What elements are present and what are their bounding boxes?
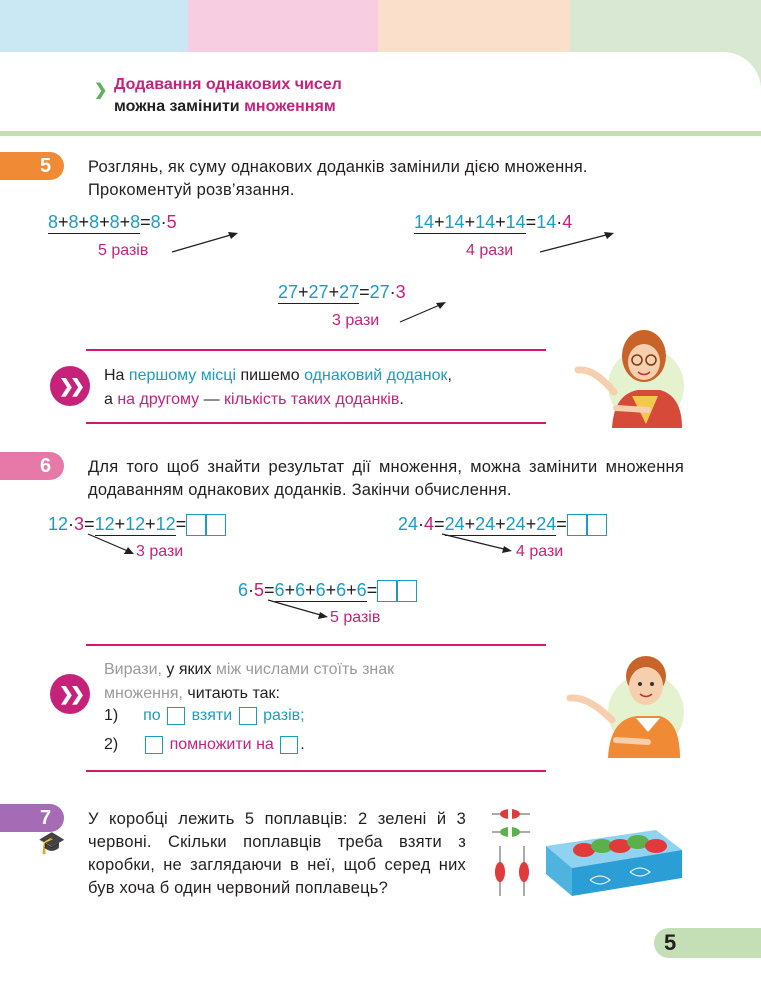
task5-number: 5 <box>40 155 52 177</box>
task7-text: У коробці лежить 5 поплавців: 2 зелені й 3 червоні. Скільки поплавців треба взяти з коробки, не заглядаючи в неї, щоб серед них був хоча б один червоний поплавець? <box>88 810 466 897</box>
header-line1: Додавання однакових чисел <box>114 76 342 93</box>
task6-ex1-arrow <box>86 532 138 558</box>
task5-ex3: 27+27+27=27·3 <box>278 282 406 302</box>
teacher-illustration <box>574 316 684 428</box>
note1-text: На першому місці пишемо однаковий доданок, а на другому — кількість таких доданків. <box>104 367 452 408</box>
task6-badge <box>0 452 64 480</box>
task5-badge <box>0 152 64 180</box>
task6-ex2-label: 4 рази <box>516 543 564 560</box>
graduation-cap-icon: 🎓 <box>38 830 66 855</box>
task5-ex3-arrow <box>398 298 450 326</box>
task5-ex1-arrow <box>170 228 242 256</box>
task6-ex2: 24·4=24+24+24+24= <box>398 514 607 536</box>
answer-box[interactable] <box>186 514 206 536</box>
task5-ex2: 14+14+14+14=14·4 <box>414 212 573 232</box>
note2-top-rule <box>86 644 546 646</box>
answer-box[interactable] <box>397 580 417 602</box>
note1-bottom-rule <box>86 422 546 424</box>
floats-box-illustration <box>490 806 690 898</box>
task6-number: 6 <box>40 455 52 477</box>
answer-box[interactable] <box>587 514 607 536</box>
task5-ex2-label: 4 рази <box>466 242 514 259</box>
task6-ex1: 12·3=12+12+12= <box>48 514 226 536</box>
task6-ex2-arrow <box>440 532 516 558</box>
answer-box[interactable] <box>567 514 587 536</box>
header-line2b: множенням <box>244 98 336 115</box>
task6-ex3: 6·5=6+6+6+6+6= <box>238 580 417 602</box>
header-arrow-icon: ❯ <box>94 82 108 99</box>
note1-top-rule <box>86 349 546 351</box>
note2-item1: 1) по взяти разів; <box>104 707 305 725</box>
task5-ex1: 8+8+8+8+8=8·5 <box>48 212 177 232</box>
header-line2a: можна замінити <box>114 98 245 115</box>
boy-illustration <box>566 646 684 758</box>
task6-ex3-label: 5 разів <box>330 609 381 626</box>
task6-ex1-label: 3 рази <box>136 543 184 560</box>
rule-box <box>145 736 163 754</box>
task5-ex2-arrow <box>538 228 618 256</box>
page-number: 5 <box>654 928 761 958</box>
rule-box <box>167 707 185 725</box>
header-title <box>114 74 342 118</box>
task6-text: Для того щоб знайти результат дії множення, можна замінити множення додаванням однакових доданків. Закінчи обчислення. <box>88 458 684 499</box>
task5-ex1-label: 5 разів <box>98 242 149 259</box>
header-divider <box>0 131 761 136</box>
top-color-tabs <box>0 0 761 60</box>
note2-bottom-rule <box>86 770 546 772</box>
note2-item2: 2) помножити на . <box>104 736 305 754</box>
task5-text: Розглянь, як суму однакових доданків замінили дією множення. Прокоментуй розв’язання. <box>88 158 588 199</box>
note2-text: Вирази, у яких між числами стоїть знак множення, читають так: <box>104 661 395 702</box>
task7-number: 7 <box>40 807 52 829</box>
task6-ex3-arrow <box>266 598 332 624</box>
rule-box <box>280 736 298 754</box>
answer-box[interactable] <box>206 514 226 536</box>
note2-chevron-icon: ❯❯ <box>50 674 90 714</box>
task7-badge <box>0 804 64 832</box>
note1-chevron-icon: ❯❯ <box>50 366 90 406</box>
task5-ex3-label: 3 рази <box>332 312 380 329</box>
rule-box <box>239 707 257 725</box>
answer-box[interactable] <box>377 580 397 602</box>
